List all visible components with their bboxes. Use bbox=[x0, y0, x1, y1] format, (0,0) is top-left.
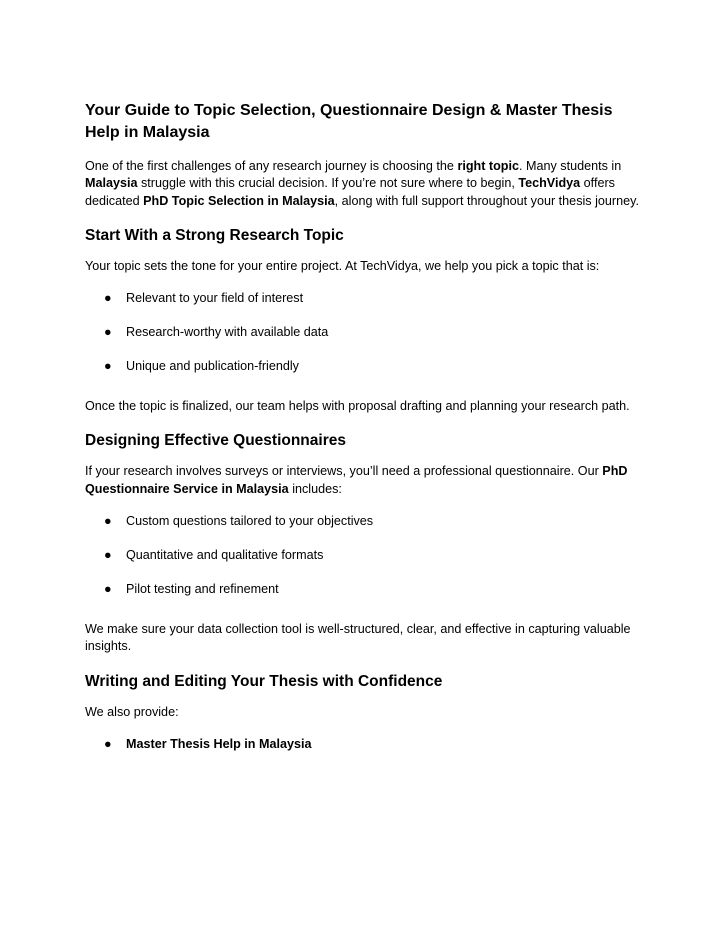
section-thesis-lead: We also provide: bbox=[85, 704, 179, 719]
section-topic-closing: Once the topic is finalized, our team helps with proposal drafting and planning your research path. bbox=[85, 399, 630, 414]
intro-bold-malaysia: Malaysia bbox=[85, 176, 138, 191]
intro-bold-techvidya: TechVidya bbox=[518, 176, 581, 191]
bullet-icon: ● bbox=[104, 736, 112, 751]
section-topic-lead: Your topic sets the tone for your entire project. At TechVidya, we help you pick a topic that is: bbox=[85, 258, 600, 273]
bullet-icon: ● bbox=[104, 582, 112, 597]
intro-bold-service: PhD Topic Selection in Malaysia bbox=[143, 193, 335, 208]
list-item-text: Quantitative and qualitative formats bbox=[126, 548, 324, 563]
list-item bbox=[85, 290, 645, 307]
intro-bold-right-topic: right topic bbox=[457, 159, 519, 173]
list-item-text: Relevant to your field of interest bbox=[126, 291, 304, 306]
section-questionnaire-lead bbox=[85, 463, 645, 498]
list-item bbox=[85, 324, 645, 341]
lead-bold-service: PhD Questionnaire Service in Malaysia bbox=[85, 464, 628, 496]
bullet-icon: ● bbox=[104, 514, 112, 529]
intro-text: offers dedicated bbox=[85, 176, 615, 208]
bullet-icon: ● bbox=[104, 359, 112, 374]
lead-text: includes: bbox=[288, 481, 342, 496]
document-page bbox=[85, 100, 645, 776]
thesis-services-list bbox=[85, 736, 645, 753]
list-item bbox=[85, 547, 645, 564]
document-title: Your Guide to Topic Selection, Questionnaire Design & Master Thesis Help in Malaysia bbox=[85, 102, 613, 141]
list-item bbox=[85, 736, 645, 753]
bullet-icon: ● bbox=[104, 548, 112, 563]
intro-text: . Many students in bbox=[519, 159, 622, 173]
list-item-text: Custom questions tailored to your objectives bbox=[126, 514, 374, 529]
bullet-icon: ● bbox=[104, 325, 112, 340]
list-item-text: Pilot testing and refinement bbox=[126, 582, 279, 597]
section-heading-questionnaire: Designing Effective Questionnaires bbox=[85, 432, 346, 450]
list-item-text: Master Thesis Help in Malaysia bbox=[126, 736, 312, 751]
section-questionnaire-closing: We make sure your data collection tool is well-structured, clear, and effective in capturing valuable insights. bbox=[85, 622, 631, 654]
section-heading-topic: Start With a Strong Research Topic bbox=[85, 226, 344, 244]
list-item bbox=[85, 513, 645, 530]
list-item-text: Unique and publication-friendly bbox=[126, 359, 299, 374]
list-item bbox=[85, 358, 645, 375]
intro-paragraph bbox=[85, 158, 645, 210]
questionnaire-features-list bbox=[85, 513, 645, 598]
list-item bbox=[85, 581, 645, 598]
intro-text: , along with full support throughout your thesis journey. bbox=[334, 193, 639, 208]
lead-text: If your research involves surveys or interviews, you’ll need a professional questionnaire. Our bbox=[85, 464, 603, 479]
list-item-text: Research-worthy with available data bbox=[126, 325, 329, 340]
intro-text: One of the first challenges of any research journey is choosing the bbox=[85, 159, 458, 173]
bullet-icon: ● bbox=[104, 291, 112, 306]
section-heading-thesis: Writing and Editing Your Thesis with Confidence bbox=[85, 672, 443, 690]
topic-criteria-list bbox=[85, 290, 645, 375]
intro-text: struggle with this crucial decision. If you’re not sure where to begin, bbox=[137, 176, 519, 191]
